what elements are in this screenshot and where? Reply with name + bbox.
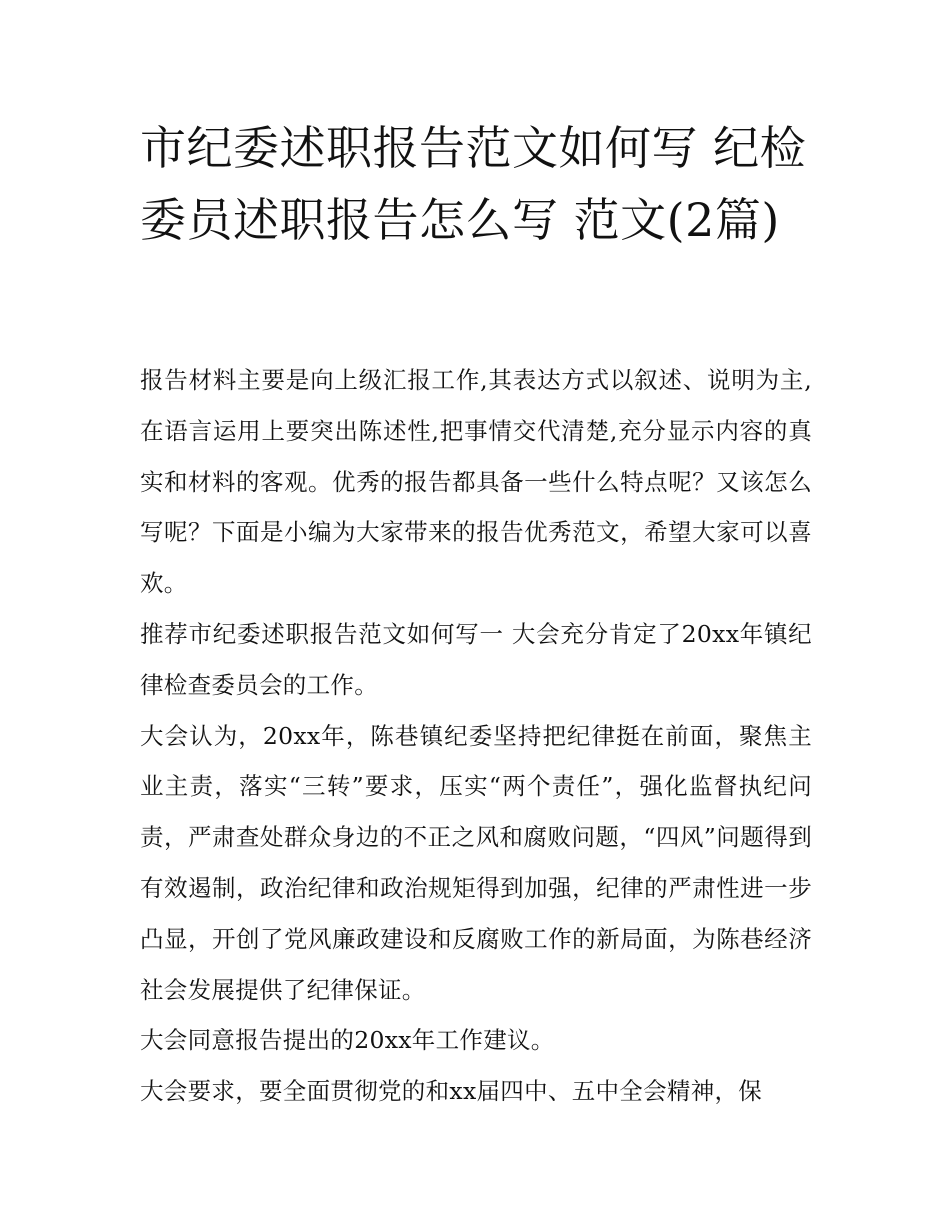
paragraph-agreement: 大会同意报告提出的20xx年工作建议。 xyxy=(140,1026,555,1055)
paragraph-intro: 报告材料主要是向上级汇报工作,其表达方式以叙述、说明为主,在语言运用上要突出陈述性,把事情交代清楚,充分显示内容的真实和材料的客观。优秀的报告都具备一些什么特点呢？又该怎么写呢？下面是小编为大家带来的报告优秀范文，希望大家可以喜欢。 xyxy=(140,366,812,598)
paragraph-recommend: 推荐市纪委述职报告范文如何写一 大会充分肯定了20xx年镇纪律检查委员会的工作。 xyxy=(140,619,812,699)
document-body xyxy=(140,355,812,1117)
document-title: 市纪委述职报告范文如何写 纪检委员述职报告怎么写 范文(2篇) xyxy=(140,121,807,247)
paragraph-requirement: 大会要求，要全面贯彻党的和xx届四中、五中全会精神，保 xyxy=(140,1077,763,1106)
paragraph-assessment: 大会认为，20xx年，陈巷镇纪委坚持把纪律挺在前面，聚焦主业主责，落实“三转”要求，压实“两个责任”，强化监督执纪问责，严肃查处群众身边的不正之风和腐败问题，“四风”问题得到有效遏制，政治纪律和政治规矩得到加强，纪律的严肃性进一步凸显，开创了党风廉政建设和反腐败工作的新局面，为陈巷经济社会发展提供了纪律保证。 xyxy=(140,721,812,1004)
